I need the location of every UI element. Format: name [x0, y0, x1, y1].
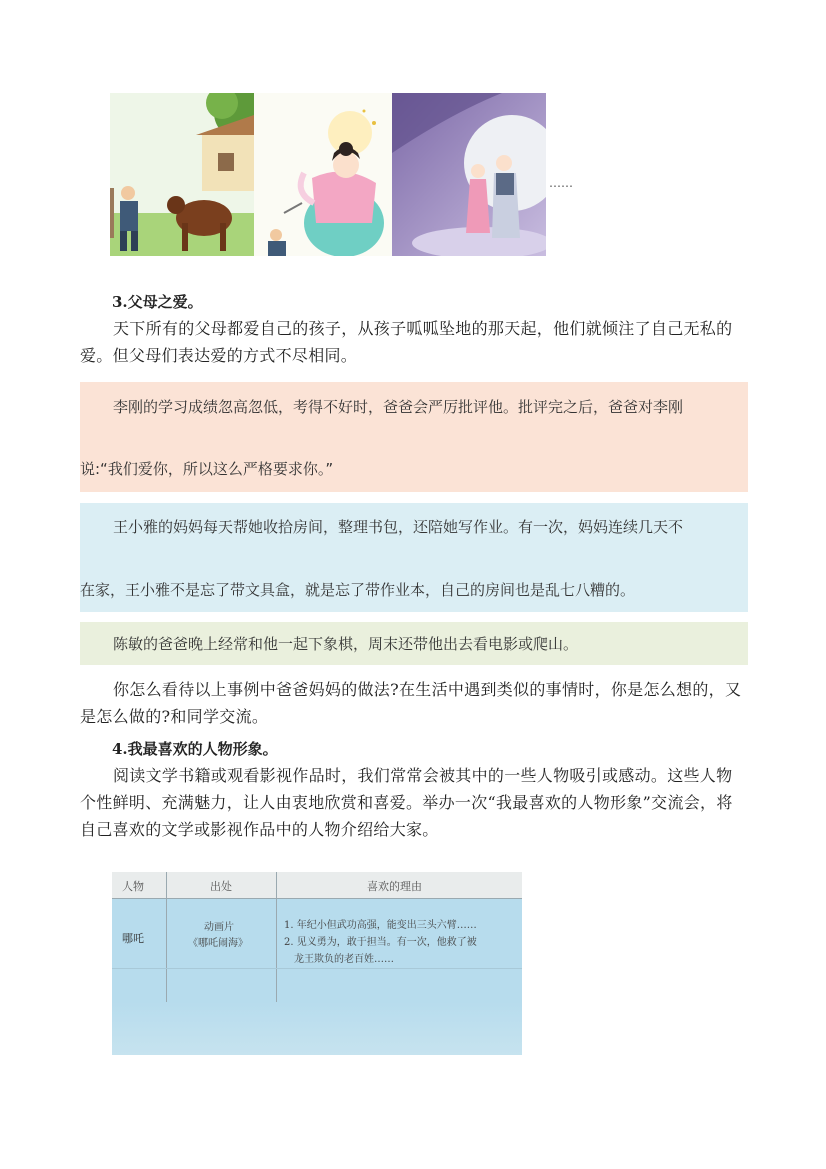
- illustration-ellipsis: ……: [549, 176, 573, 190]
- character-table: [112, 872, 522, 1055]
- couple-moon-illustration: [392, 93, 546, 256]
- section-3-question: 你怎么看待以上事例中爸爸妈妈的做法?在生活中遇到类似的事情时，你是怎么想的，又是怎么做的?和同学交流。: [80, 680, 742, 726]
- table-header-reason: 喜欢的理由: [367, 880, 422, 893]
- section-4-intro: 阅读文学书籍或观看影视作品时，我们常常会被其中的一些人物吸引或感动。这些人物个性鲜明、充满魅力，让人由衷地欣赏和喜爱。举办一次“我最喜欢的人物形象”交流会，将自己喜欢的文学或影视作品中的人物介绍给大家。: [80, 766, 733, 839]
- table-cell-reason-2b: 龙王欺负的老百姓……: [294, 954, 394, 965]
- faded-background-text: [112, 1002, 522, 1055]
- example-text-line: 李刚的学习成绩忽高忽低，考得不好时，爸爸会严厉批评他。批评完之后，爸爸对李刚: [113, 398, 684, 416]
- example-box-chen-min: [80, 622, 748, 665]
- table-divider: [112, 968, 522, 969]
- table-divider: [112, 898, 522, 899]
- section-3-title: 3.父母之爱。: [112, 293, 203, 311]
- section-4-title: 4.我最喜欢的人物形象。: [112, 740, 278, 758]
- table-divider: [276, 872, 277, 1002]
- example-text-line: 在家，王小雅不是忘了带文具盒，就是忘了带作业本，自己的房间也是乱七八糟的。: [80, 581, 636, 599]
- table-cell-reason-2a: 2. 见义勇为，敢于担当。有一次，他救了被: [284, 937, 477, 948]
- section-3-intro: 天下所有的父母都爱自己的孩子，从孩子呱呱坠地的那天起，他们就倾注了自己无私的爱。但父母们表达爱的方式不尽相同。: [80, 319, 733, 365]
- weaving-maiden-illustration: [254, 93, 392, 256]
- example-box-li-gang: [80, 382, 748, 492]
- table-cell-source-line2: 《哪吒闹海》: [188, 938, 248, 949]
- example-text-line: 陈敏的爸爸晚上经常和他一起下象棋，周末还带他出去看电影或爬山。: [113, 635, 579, 653]
- example-text-line: 说:“我们爱你，所以这么严格要求你。”: [80, 460, 334, 478]
- table-divider: [166, 872, 167, 1002]
- table-header-character: 人物: [122, 880, 144, 893]
- table-cell-reason-1: 1. 年纪小但武功高强，能变出三头六臂……: [284, 920, 477, 931]
- table-header-source: 出处: [210, 880, 232, 893]
- farmer-and-ox-illustration: [110, 93, 254, 256]
- example-text-line: 王小雅的妈妈每天帮她收拾房间，整理书包，还陪她写作业。有一次，妈妈连续几天不: [113, 518, 684, 536]
- table-header-row: [112, 872, 522, 898]
- table-cell-source-line1: 动画片: [204, 922, 234, 933]
- example-box-wang-xiaoya: [80, 503, 748, 612]
- table-cell-character: 哪吒: [122, 932, 144, 945]
